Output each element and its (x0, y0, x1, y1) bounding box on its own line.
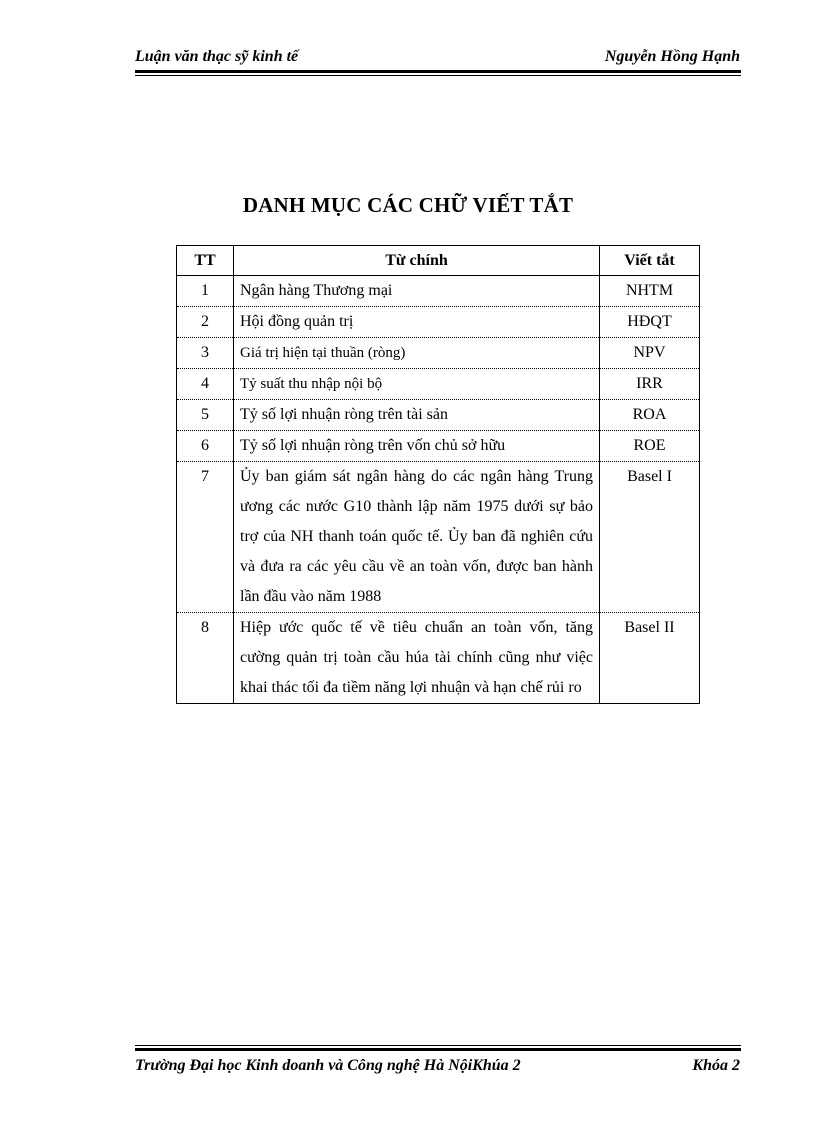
row-abbreviation: HĐQT (600, 307, 700, 338)
table-row (177, 400, 700, 431)
page-footer (135, 1057, 740, 1077)
row-abbreviation: NHTM (600, 276, 700, 307)
table-row (177, 276, 700, 307)
table-row (177, 307, 700, 338)
table-row (177, 613, 700, 704)
row-abbreviation: ROE (600, 431, 700, 462)
table-row (177, 431, 700, 462)
abbreviation-table (176, 245, 700, 704)
page-header (135, 48, 740, 68)
row-term: Tỷ suất thu nhập nội bộ (234, 369, 600, 400)
header-rule (135, 70, 741, 76)
row-term: Tỷ số lợi nhuận ròng trên vốn chủ sở hữu (234, 431, 600, 462)
header-thesis-type: Luận văn thạc sỹ kinh tế (135, 48, 299, 65)
footer-university: Trường Đại học Kinh doanh và Công nghệ Hà NộiKhúa 2 (135, 1057, 521, 1074)
header-author: Nguyễn Hồng Hạnh (604, 48, 740, 65)
row-term: Tỷ số lợi nhuận ròng trên tài sản (234, 400, 600, 431)
row-abbreviation: NPV (600, 338, 700, 369)
page-title: DANH MỤC CÁC CHỮ VIẾT TẮT (242, 193, 574, 217)
column-header-abbr: Viết tắt (600, 246, 700, 276)
row-number: 1 (177, 276, 234, 307)
row-term: Hiệp ước quốc tế về tiêu chuẩn an toàn vốn, tăng cường quản trị toàn cầu húa tài chính cũng như việc khai thác tối đa tiềm năng lợi nhuận và hạn chế rủi ro (234, 613, 600, 704)
column-header-term: Từ chính (234, 246, 600, 276)
row-term: Ngân hàng Thương mại (234, 276, 600, 307)
row-number: 3 (177, 338, 234, 369)
row-number: 4 (177, 369, 234, 400)
row-number: 8 (177, 613, 234, 704)
footer-course: Khóa 2 (692, 1057, 740, 1074)
row-term: Ủy ban giám sát ngân hàng do các ngân hàng Trung ương các nước G10 thành lập năm 1975 dưới sự bảo trợ của NH thanh toán quốc tế. Ủy ban đã nghiên cứu và đưa ra các yêu cầu về an toàn vốn, được ban hành lần đầu vào năm 1988 (234, 462, 600, 613)
row-abbreviation: Basel II (600, 613, 700, 704)
column-header-tt: TT (177, 246, 234, 276)
table-row (177, 462, 700, 613)
row-number: 5 (177, 400, 234, 431)
row-abbreviation: Basel I (600, 462, 700, 613)
row-number: 6 (177, 431, 234, 462)
row-number: 2 (177, 307, 234, 338)
row-term: Hội đồng quản trị (234, 307, 600, 338)
row-abbreviation: IRR (600, 369, 700, 400)
table-row (177, 369, 700, 400)
table-row (177, 338, 700, 369)
table-header-row (177, 246, 700, 276)
row-abbreviation: ROA (600, 400, 700, 431)
row-term: Giá trị hiện tại thuần (ròng) (234, 338, 600, 369)
footer-rule (135, 1045, 741, 1051)
row-number: 7 (177, 462, 234, 613)
